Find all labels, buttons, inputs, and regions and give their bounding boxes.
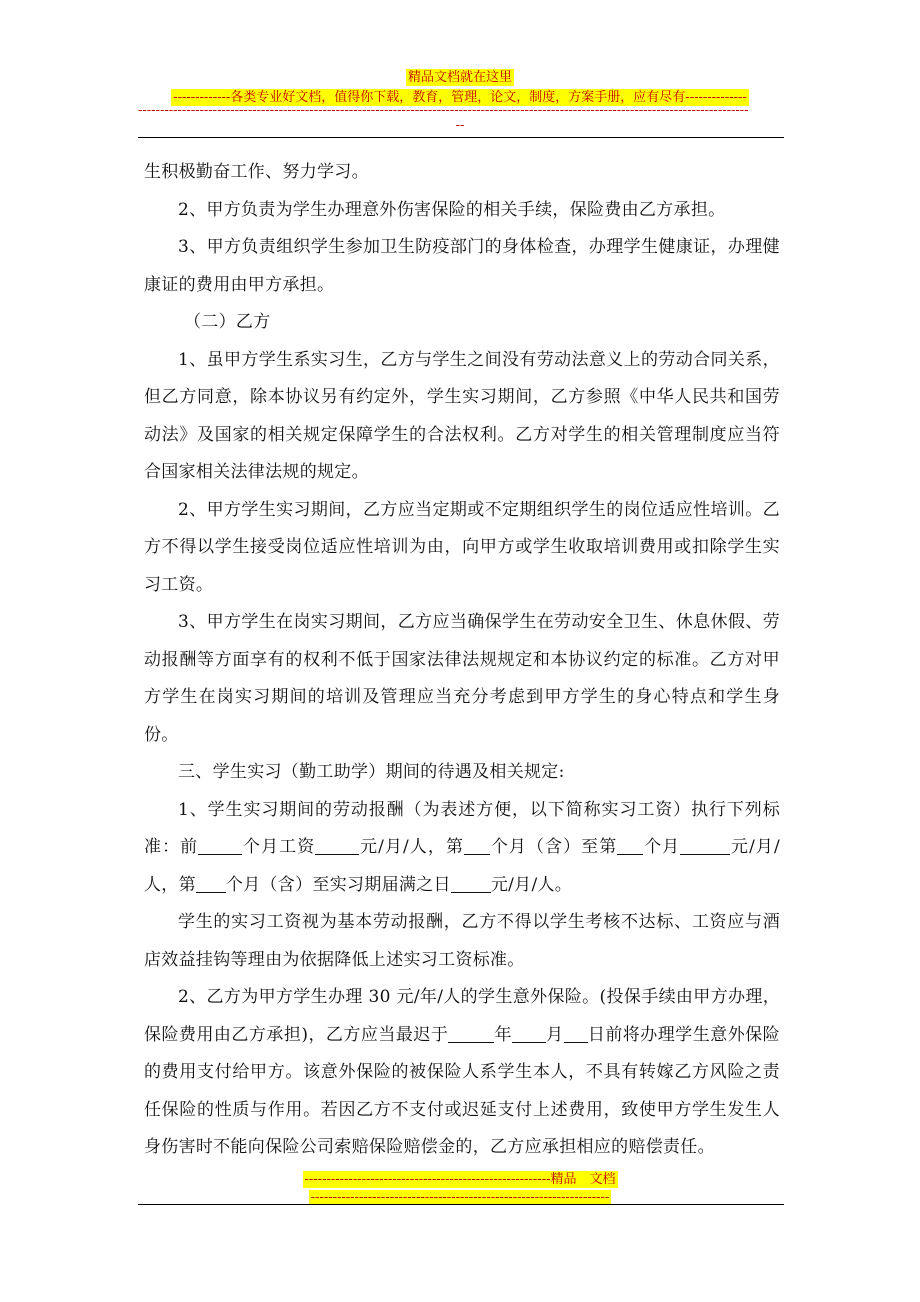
paragraph-2: 2、甲方负责为学生办理意外伤害保险的相关手续，保险费由乙方承担。	[178, 199, 726, 220]
fill-blank[interactable]	[315, 838, 359, 855]
p9-text-d: 个月（含）至第	[490, 837, 618, 857]
footer-banner	[0, 1168, 920, 1187]
p9-text-c: 元/月/人，第	[359, 837, 465, 857]
paragraph-1: 生积极勤奋工作、努力学习。	[144, 162, 369, 182]
fill-blank[interactable]	[564, 1026, 588, 1043]
header-dashes-tail: --	[455, 118, 465, 133]
p9-text-a: 1、学生实习期间的劳动报酬（为表述方便，以下简称实习工资）执行下列标准：前	[144, 799, 780, 857]
paragraph-10: 学生的实习工资视为基本劳动报酬，乙方不得以学生考核不达标、工资应与酒店效益挂钩等理由为依据降低上述实习工资标准。	[144, 912, 780, 970]
p9-text-g: 个月（含）至实习期届满之日	[225, 874, 451, 895]
paragraph-6: 2、甲方学生实习期间，乙方应当定期或不定期组织学生的岗位适应性培训。乙方不得以学生接受岗位适应性培训为由，向甲方或学生收取培训费用或扣除学生实习工资。	[144, 499, 780, 595]
header-title-text: 精品文档就在这里	[407, 70, 512, 85]
fill-blank[interactable]	[196, 876, 226, 893]
footer-dashes-text: --------------------------------------------------------------------	[310, 1190, 610, 1205]
p9-text-e: 个月	[643, 837, 681, 857]
document-body	[144, 154, 780, 1167]
section-heading-benefits: 三、学生实习（勤工助学）期间的待遇及相关规定:	[178, 762, 565, 782]
section-heading-party-b: （二）乙方	[184, 312, 271, 332]
fill-blank[interactable]	[198, 838, 242, 855]
p11-text-d: 日前将办理学生意外保险的费用支付给甲方。该意外保险的被保险人系学生本人，不具有转嫁乙方风险之责任保险的性质与作用。若因乙方不支付或迟延支付上述费用，致使甲方学生发生人身伤害时不能向保险公司索赔保险赔偿金的，乙方应承担相应的赔偿责任。	[144, 1024, 780, 1157]
fill-blank[interactable]	[451, 876, 491, 893]
fill-blank[interactable]	[680, 838, 730, 855]
header-tagline-text: -------------各类专业好文档，值得你下载，教育，管理，论文，制度，方案手册，应有尽有--------------	[173, 90, 747, 105]
header-dashes-line: -------------------------------------------------------------------------------------------------------------------------------------------	[138, 103, 749, 118]
p11-text-c: 月	[545, 1024, 564, 1045]
paragraph-11	[144, 979, 780, 1167]
fill-blank[interactable]	[464, 838, 490, 855]
fill-blank[interactable]	[448, 1026, 494, 1043]
footer-dashes	[0, 1186, 920, 1205]
p11-text-b: 年	[494, 1024, 512, 1045]
p9-text-f: 元/月/人，第	[144, 837, 780, 895]
paragraph-7: 3、甲方学生在岗实习期间，乙方应当确保学生在劳动安全卫生、休息休假、劳动报酬等方面享有的权利不低于国家法律法规规定和本协议约定的标准。乙方对甲方学生在岗实习期间的培训及管理应当充分考虑到甲方学生的身心特点和学生身份。	[144, 612, 780, 745]
paragraph-9	[144, 792, 780, 905]
header-divider	[138, 137, 784, 138]
footer-banner-text: --------------------------------------------------------精品 文档	[304, 1172, 616, 1187]
paragraph-5: 1、虽甲方学生系实习生，乙方与学生之间没有劳动法意义上的劳动合同关系，但乙方同意，除本协议另有约定外，学生实习期间，乙方参照《中华人民共和国劳动法》及国家的相关规定保障学生的合法权利。乙方对学生的相关管理制度应当符合国家相关法律法规的规定。	[144, 349, 780, 482]
p11-text-a: 2、乙方为甲方学生办理 30 元/年/人的学生意外保险。(投保手续由甲方办理，保险费用由乙方承担)，乙方应当最迟于	[144, 987, 780, 1045]
footer-divider	[138, 1204, 784, 1205]
fill-blank[interactable]	[512, 1026, 546, 1043]
p9-text-b: 个月工资	[242, 837, 316, 857]
paragraph-3: 3、甲方负责组织学生参加卫生防疫部门的身体检查，办理学生健康证，办理健康证的费用由甲方承担。	[144, 237, 780, 295]
p9-text-h: 元/月/人。	[490, 874, 573, 895]
header-title	[0, 66, 920, 85]
fill-blank[interactable]	[617, 838, 643, 855]
